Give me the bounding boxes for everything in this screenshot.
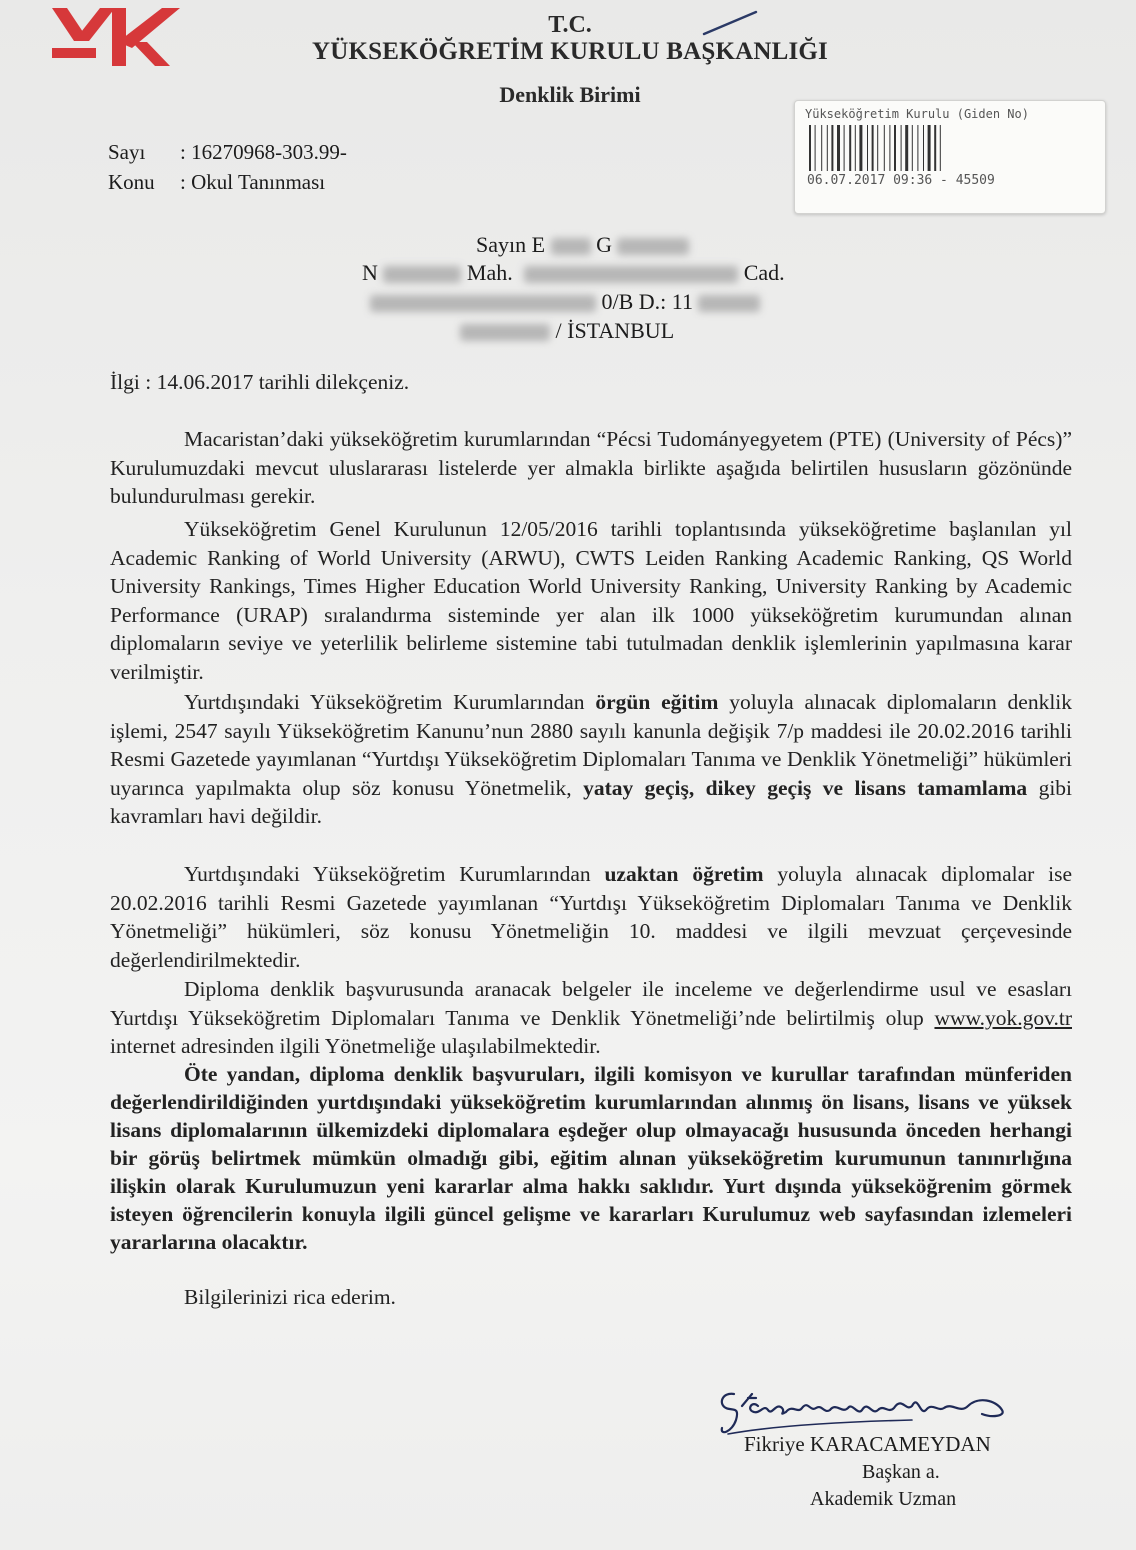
redacted-surname: [617, 238, 689, 255]
konu-value: : Okul Tanınması: [180, 170, 326, 194]
redacted-name: [551, 238, 591, 255]
p3-bold-gecis-terms: yatay geçiş, dikey geçiş ve lisans tamamlama: [583, 775, 1028, 800]
paragraph-1: Macaristan’daki yükseköğretim kurumlarından “Pécsi Tudományegyetem (PTE) (University of Pécs)” Kurulumuzdaki mevcut uluslararası listelerde yer almakla birlikte aşağıda belirtilen hususların gözönünde bulundurulması gerekir.: [110, 427, 1072, 509]
barcode-bar: [928, 125, 931, 171]
barcode-bar: [889, 125, 890, 171]
barcode-bar: [821, 125, 822, 171]
greeting-text: Sayın E: [476, 232, 546, 257]
barcode-bar: [831, 125, 833, 171]
header-organization: YÜKSEKÖĞRETİM KURULU BAŞKANLIĞI: [311, 38, 828, 65]
related-reference: İlgi : 14.06.2017 tarihli dilekçeniz.: [110, 370, 410, 394]
address-line-street: [362, 260, 785, 286]
redacted-neighborhood: [383, 266, 461, 283]
redacted-building: [370, 295, 596, 312]
signatory-name: Fikriye KARACAMEYDAN: [744, 1432, 991, 1456]
barcode-bar: [877, 125, 878, 171]
barcode-bar: [923, 125, 924, 171]
p4-text-c: yoluyla alınacak diplomalar ise 20.02.2016 tarihli Resmi Gazetede yayımlanan “Yurtdışı Yükseköğretim Diplomaları Tanıma ve Denklik Yönetmeliği” hükümleri, söz konusu Yönetmeliğin 10. maddesi ve ilgili mevzuat çerçevesinde değerlendirilmektedir.: [110, 862, 1072, 972]
paragraph-4: [110, 860, 1072, 974]
sayi-label: Sayı: [108, 140, 146, 164]
barcode-bar: [849, 125, 851, 171]
signatory-title-1: Başkan a.: [862, 1461, 940, 1483]
p4-text-a: Yurtdışındaki Yükseköğretim Kurumlarından: [184, 862, 591, 886]
p3-text-c: yoluyla alınacak diplomaların denklik işlemi, 2547 sayılı Yükseköğretim Kanunu’nun 2880 sayılı kanunla değişik 7/p maddesi ile 20.02.2016 tarihli Resmi Gazetede yayımlanan “Yurtdışı Yükseköğretim Diplomaları Tanıma ve Denklik Yönetmeliği” hükümleri uyarınca yapılmakta olup söz konusu Yönetmelik,: [110, 690, 1073, 800]
barcode-bar: [815, 125, 816, 171]
closing-line: Bilgilerinizi rica ederim.: [184, 1285, 396, 1309]
barcode-bar: [872, 125, 874, 171]
subject-line: [108, 170, 325, 195]
barcode-bar: [844, 125, 845, 171]
p3-bold-orgun-egitim: örgün eğitim: [595, 690, 719, 714]
barcode: [807, 125, 997, 171]
barcode-bar: [917, 125, 918, 171]
barcode-bar: [855, 125, 856, 171]
barcode-bar: [867, 125, 868, 171]
barcode-bar: [837, 125, 840, 171]
p3-text-a: Yurtdışındaki Yükseköğretim Kurumlarından: [184, 690, 585, 714]
barcode-bar: [912, 125, 913, 171]
paragraph-2: Yükseköğretim Genel Kurulunun 12/05/2016 tarihli toplantısında yükseköğretime başlanılan yıl Academic Ranking of World University (ARWU), CWTS Leiden Ranking Academic Ranking, QS World University Rankings, Times Higher Education World University Ranking, University Ranking by Academic Performance (URAP) sıralandırma sisteminde yer alan ilk 1000 yükseköğretim kurumundan alınan diplomaların seviye ve yeterlilik belirleme sistemine tabi tutulmadan denklik işlemlerinin yapılmasına karar verilmiştir.: [110, 517, 1072, 684]
address-line-city: [460, 318, 674, 344]
paragraph-5: [110, 975, 1072, 1061]
outgoing-number-stamp: [794, 100, 1106, 214]
barcode-bar: [940, 125, 941, 171]
barcode-bar: [894, 125, 896, 171]
header-unit: Denklik Birimi: [499, 82, 641, 107]
header-tc: T.C.: [548, 12, 592, 38]
reference-number: [108, 140, 347, 165]
p5-text-b: internet adresinden ilgili Yönetmeliğe ulaşılabilmektedir.: [110, 1034, 601, 1059]
stamp-datetime: 06.07.2017 09:36 - 45509: [807, 173, 995, 188]
konu-label: Konu: [108, 170, 155, 194]
barcode-bar: [901, 125, 902, 171]
address-cad: Cad.: [743, 260, 785, 285]
paragraph-3: [110, 688, 1072, 831]
address-line-building: [370, 289, 760, 315]
stamp-title: Yükseköğretim Kurulu (Giden No): [805, 107, 1029, 121]
address-city: / İSTANBUL: [555, 318, 675, 343]
redacted-door: [698, 295, 760, 312]
barcode-bar: [934, 125, 936, 171]
greeting-initial: G: [596, 232, 612, 257]
signatory-title-2: Akademik Uzman: [810, 1488, 957, 1510]
barcode-bar: [884, 125, 885, 171]
redacted-district: [460, 324, 550, 341]
barcode-bar: [905, 125, 908, 171]
barcode-bar: [827, 125, 828, 171]
address-door: 0/B D.: 11: [601, 289, 693, 314]
p5-text-a: Diploma denklik başvurusunda aranacak belgeler ile inceleme ve değerlendirme usul ve esasları Yurtdışı Yükseköğretim Diplomaları Tanıma ve Denklik Yönetmeliği’nde belirtilmiş olup: [110, 977, 1072, 1030]
address-mah: Mah.: [466, 260, 513, 285]
p3-text-e: gibi kavramları havi değildir.: [110, 775, 1073, 829]
yok-website-link[interactable]: www.yok.gov.tr: [934, 1005, 1072, 1030]
barcode-bar: [809, 125, 811, 171]
barcode-bar: [859, 125, 862, 171]
sayi-value: : 16270968-303.99-: [180, 140, 347, 164]
redacted-street: [524, 266, 738, 283]
address-initial: N: [362, 260, 378, 285]
yok-logo: [52, 8, 180, 66]
p4-bold-uzaktan-ogretim: uzaktan öğretim: [604, 862, 764, 886]
recipient-greeting: [476, 232, 689, 258]
paragraph-6-bold: Öte yandan, diploma denklik başvuruları, ilgili komisyon ve kurullar tarafından münferiden değerlendirildiğinden yurtdışındaki yükseköğretim kurumlarından alınmış ön lisans, lisans ve yüksek lisans diplomalarının ülkemizdeki diplomalara eşdeğer olup olmayacağı hususunda önceden herhangi bir görüş belirtmek mümkün olmadığı gibi, eğitim alınan yükseköğretim kurumunun tanınırlığına ilişkin olarak Kurulumuzun yeni kararlar alma hakkı saklıdır. Yurt dışında yükseköğrenim görmek isteyen öğrencilerin konuyla ilgili güncel gelişme ve kararları Kurulumuz web sayfasından izlemeleri yararlarına olacaktır.: [110, 1062, 1072, 1254]
